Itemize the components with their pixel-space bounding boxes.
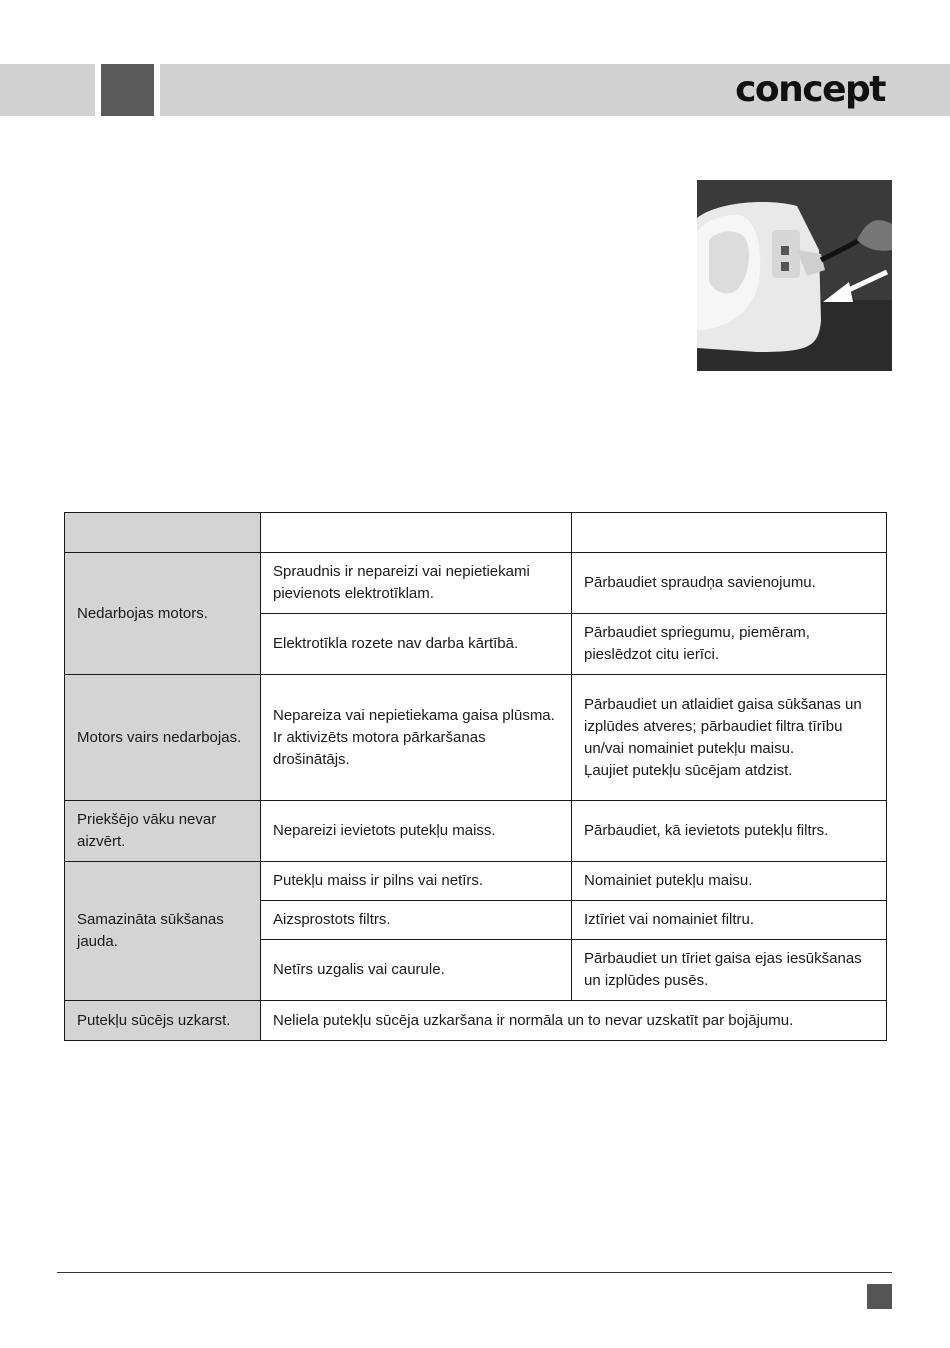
table-row: [65, 1001, 887, 1041]
note-cell: Neliela putekļu sūcēja uzkaršana ir normāla un to nevar uzskatīt par bojājumu.: [261, 1001, 887, 1041]
header-cell-problem: [65, 513, 261, 553]
cause-cell: Elektrotīkla rozete nav darba kārtībā.: [261, 614, 572, 675]
header-chapter-marker: [101, 64, 154, 116]
solution-text: Pārbaudiet un atlaidiet gaisa sūkšanas un izplūdes atveres; pārbaudiet filtra tīrību un/vai nomainiet putekļu maisu.: [584, 695, 862, 757]
cause-cell: Spraudnis ir nepareizi vai nepietiekami pievienots elektrotīklam.: [261, 553, 572, 614]
cause-cell: Nepareizi ievietots putekļu maiss.: [261, 801, 572, 862]
table-header-row: [65, 513, 887, 553]
solution-cell: Pārbaudiet spriegumu, piemēram, pieslēdzot citu ierīci.: [572, 614, 887, 675]
table-row: [65, 801, 887, 862]
solution-cell: Iztīriet vai nomainiet filtru.: [572, 901, 887, 940]
header-cell-solution: [572, 513, 887, 553]
solution-cell: Nomainiet putekļu maisu.: [572, 862, 887, 901]
troubleshooting-table: [64, 512, 887, 1041]
problem-cell: Nedarbojas motors.: [65, 553, 261, 675]
cause-cell: Netīrs uzgalis vai caurule.: [261, 940, 572, 1001]
header-bar-left: [0, 64, 95, 116]
problem-cell: Motors vairs nedarbojas.: [65, 675, 261, 801]
problem-cell: Priekšējo vāku nevar aizvērt.: [65, 801, 261, 862]
solution-text-extra: Ļaujiet putekļu sūcējam atdzist.: [584, 761, 793, 779]
cause-cell: Aizsprostots filtrs.: [261, 901, 572, 940]
solution-cell: Pārbaudiet un tīriet gaisa ejas iesūkšanas un izplūdes pusēs.: [572, 940, 887, 1001]
problem-cell: Samazināta sūkšanas jauda.: [65, 862, 261, 1001]
table-row: [65, 675, 887, 801]
cause-cell: Nepareiza vai nepietiekama gaisa plūsma. Ir aktivizēts motora pārkaršanas drošinātājs.: [261, 675, 572, 801]
solution-cell: Pārbaudiet, kā ievietots putekļu filtrs.: [572, 801, 887, 862]
solution-cell: [572, 675, 887, 801]
brand-logo: concept: [735, 69, 885, 110]
table-row: [65, 553, 887, 614]
vacuum-cord-plug-photo: [697, 180, 892, 371]
footer-page-marker: [867, 1284, 892, 1309]
header-cell-cause: [261, 513, 572, 553]
solution-cell: Pārbaudiet spraudņa savienojumu.: [572, 553, 887, 614]
footer-divider: [57, 1272, 892, 1273]
problem-cell: Putekļu sūcējs uzkarst.: [65, 1001, 261, 1041]
table-row: [65, 862, 887, 901]
cause-cell: Putekļu maiss ir pilns vai netīrs.: [261, 862, 572, 901]
